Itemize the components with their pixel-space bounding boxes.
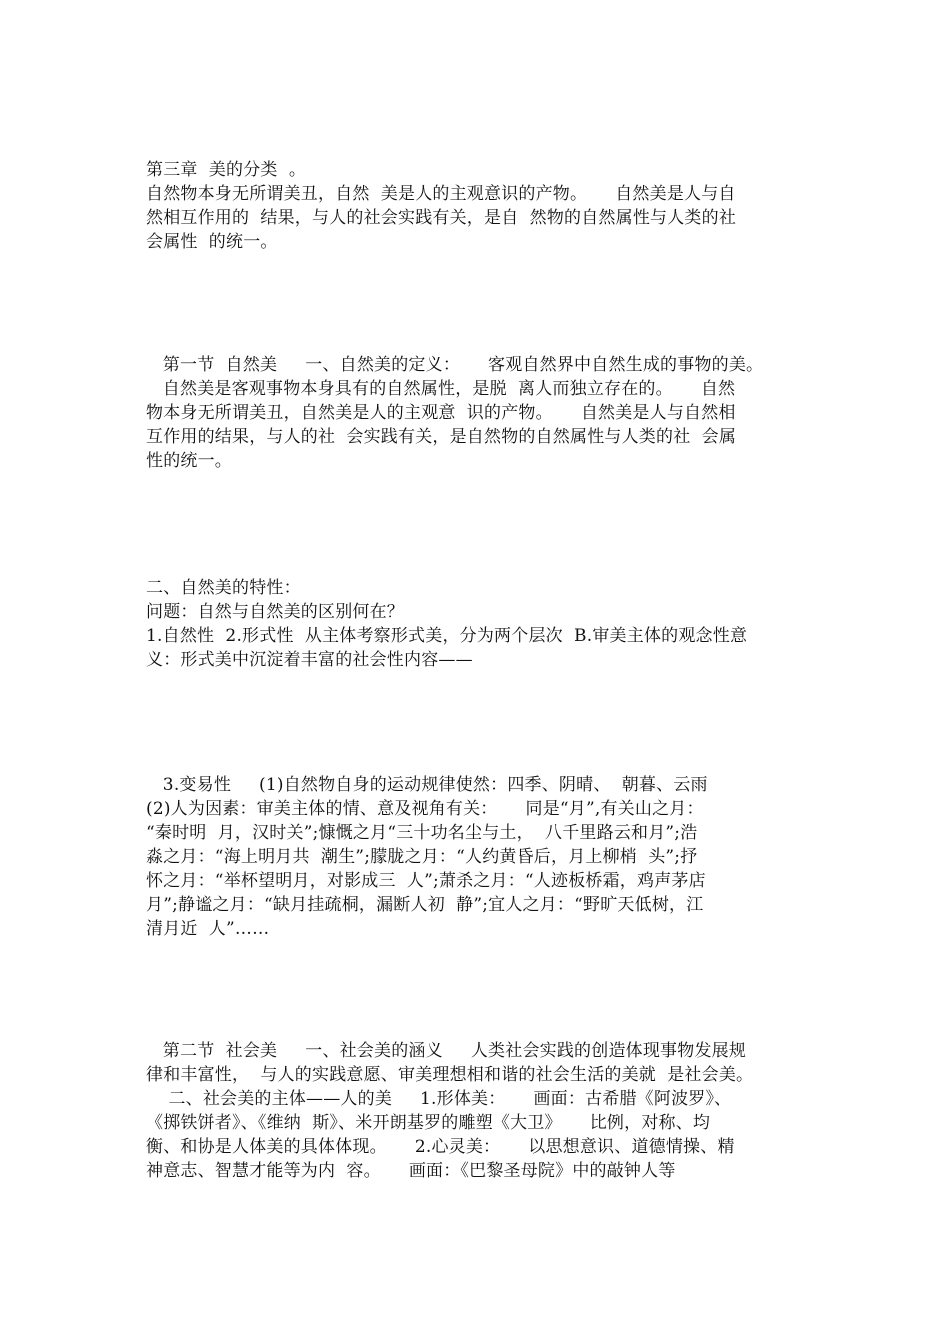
section-heading-line: 第一节 自然美 一、自然美的定义： 客观自然界中自然生成的事物的美。	[146, 355, 764, 375]
paragraph-line: 问题：自然与自然美的区别何在？	[146, 602, 404, 622]
paragraph-line: 然相互作用的 结果，与人的社会实践有关，是自 然物的自然属性与人类的社	[146, 208, 737, 228]
paragraph-line: 义：形式美中沉淀着丰富的社会性内容——	[146, 650, 473, 670]
chapter-title: 第三章 美的分类 。	[146, 160, 307, 180]
paragraph-line: “秦时明 月，汉时关”;慷慨之月“三十功名尘与土， 八千里路云和月”;浩	[146, 823, 698, 843]
paragraph-line: 月”;静谧之月：“缺月挂疏桐，漏断人初 静”;宜人之月：“野旷天低树，江	[146, 895, 704, 915]
paragraph-line: 二、社会美的主体——人的美 1.形体美： 画面：古希腊《阿波罗》、	[146, 1089, 732, 1109]
paragraph-line: 自然物本身无所谓美丑，自然 美是人的主观意识的产物。 自然美是人与自	[146, 184, 736, 204]
paragraph-line: 清月近 人”……	[146, 919, 270, 939]
paragraph-line: 律和丰富性， 与人的实践意愿、审美理想相和谐的社会生活的美就 是社会美。	[146, 1065, 754, 1085]
paragraph-line: 性的统一。	[146, 451, 232, 471]
paragraph-line: 互作用的结果，与人的社 会实践有关，是自然物的自然属性与人类的社 会属	[146, 427, 737, 447]
paragraph-line: 《掷铁饼者》、《维纳 斯》、米开朗基罗的雕塑《大卫》 比例，对称、均	[146, 1113, 711, 1133]
paragraph-line: 淼之月：“海上明月共 潮生”;朦胧之月：“人约黄昏后，月上柳梢 头”;抒	[146, 847, 698, 867]
paragraph-line: 3.变易性 (1)自然物自身的运动规律使然：四季、阴晴、 朝暮、云雨	[146, 775, 708, 795]
section-heading-line: 第二节 社会美 一、社会美的涵义 人类社会实践的创造体现事物发展规	[146, 1041, 747, 1061]
paragraph-line: 怀之月：“举杯望明月，对影成三 人”;萧杀之月：“人迹板桥霜，鸡声茅店	[146, 871, 706, 891]
paragraph-line: 1.自然性 2.形式性 从主体考察形式美，分为两个层次 B.审美主体的观念性意	[146, 626, 748, 646]
paragraph-line: 衡、和协是人体美的具体体现。 2.心灵美： 以思想意识、道德情操、精	[146, 1137, 735, 1157]
paragraph-line: 自然美是客观事物本身具有的自然属性，是脱 离人而独立存在的。 自然	[146, 379, 736, 399]
paragraph-line: (2)人为因素：审美主体的情、意及视角有关： 同是“月”,有关山之月：	[146, 799, 704, 819]
subheading-line: 二、自然美的特性：	[146, 578, 301, 598]
paragraph-line: 物本身无所谓美丑，自然美是人的主观意 识的产物。 自然美是人与自然相	[146, 403, 736, 423]
paragraph-line: 神意志、智慧才能等为内 容。 画面：《巴黎圣母院》中的敲钟人等	[146, 1161, 676, 1181]
paragraph-line: 会属性 的统一。	[146, 232, 278, 252]
